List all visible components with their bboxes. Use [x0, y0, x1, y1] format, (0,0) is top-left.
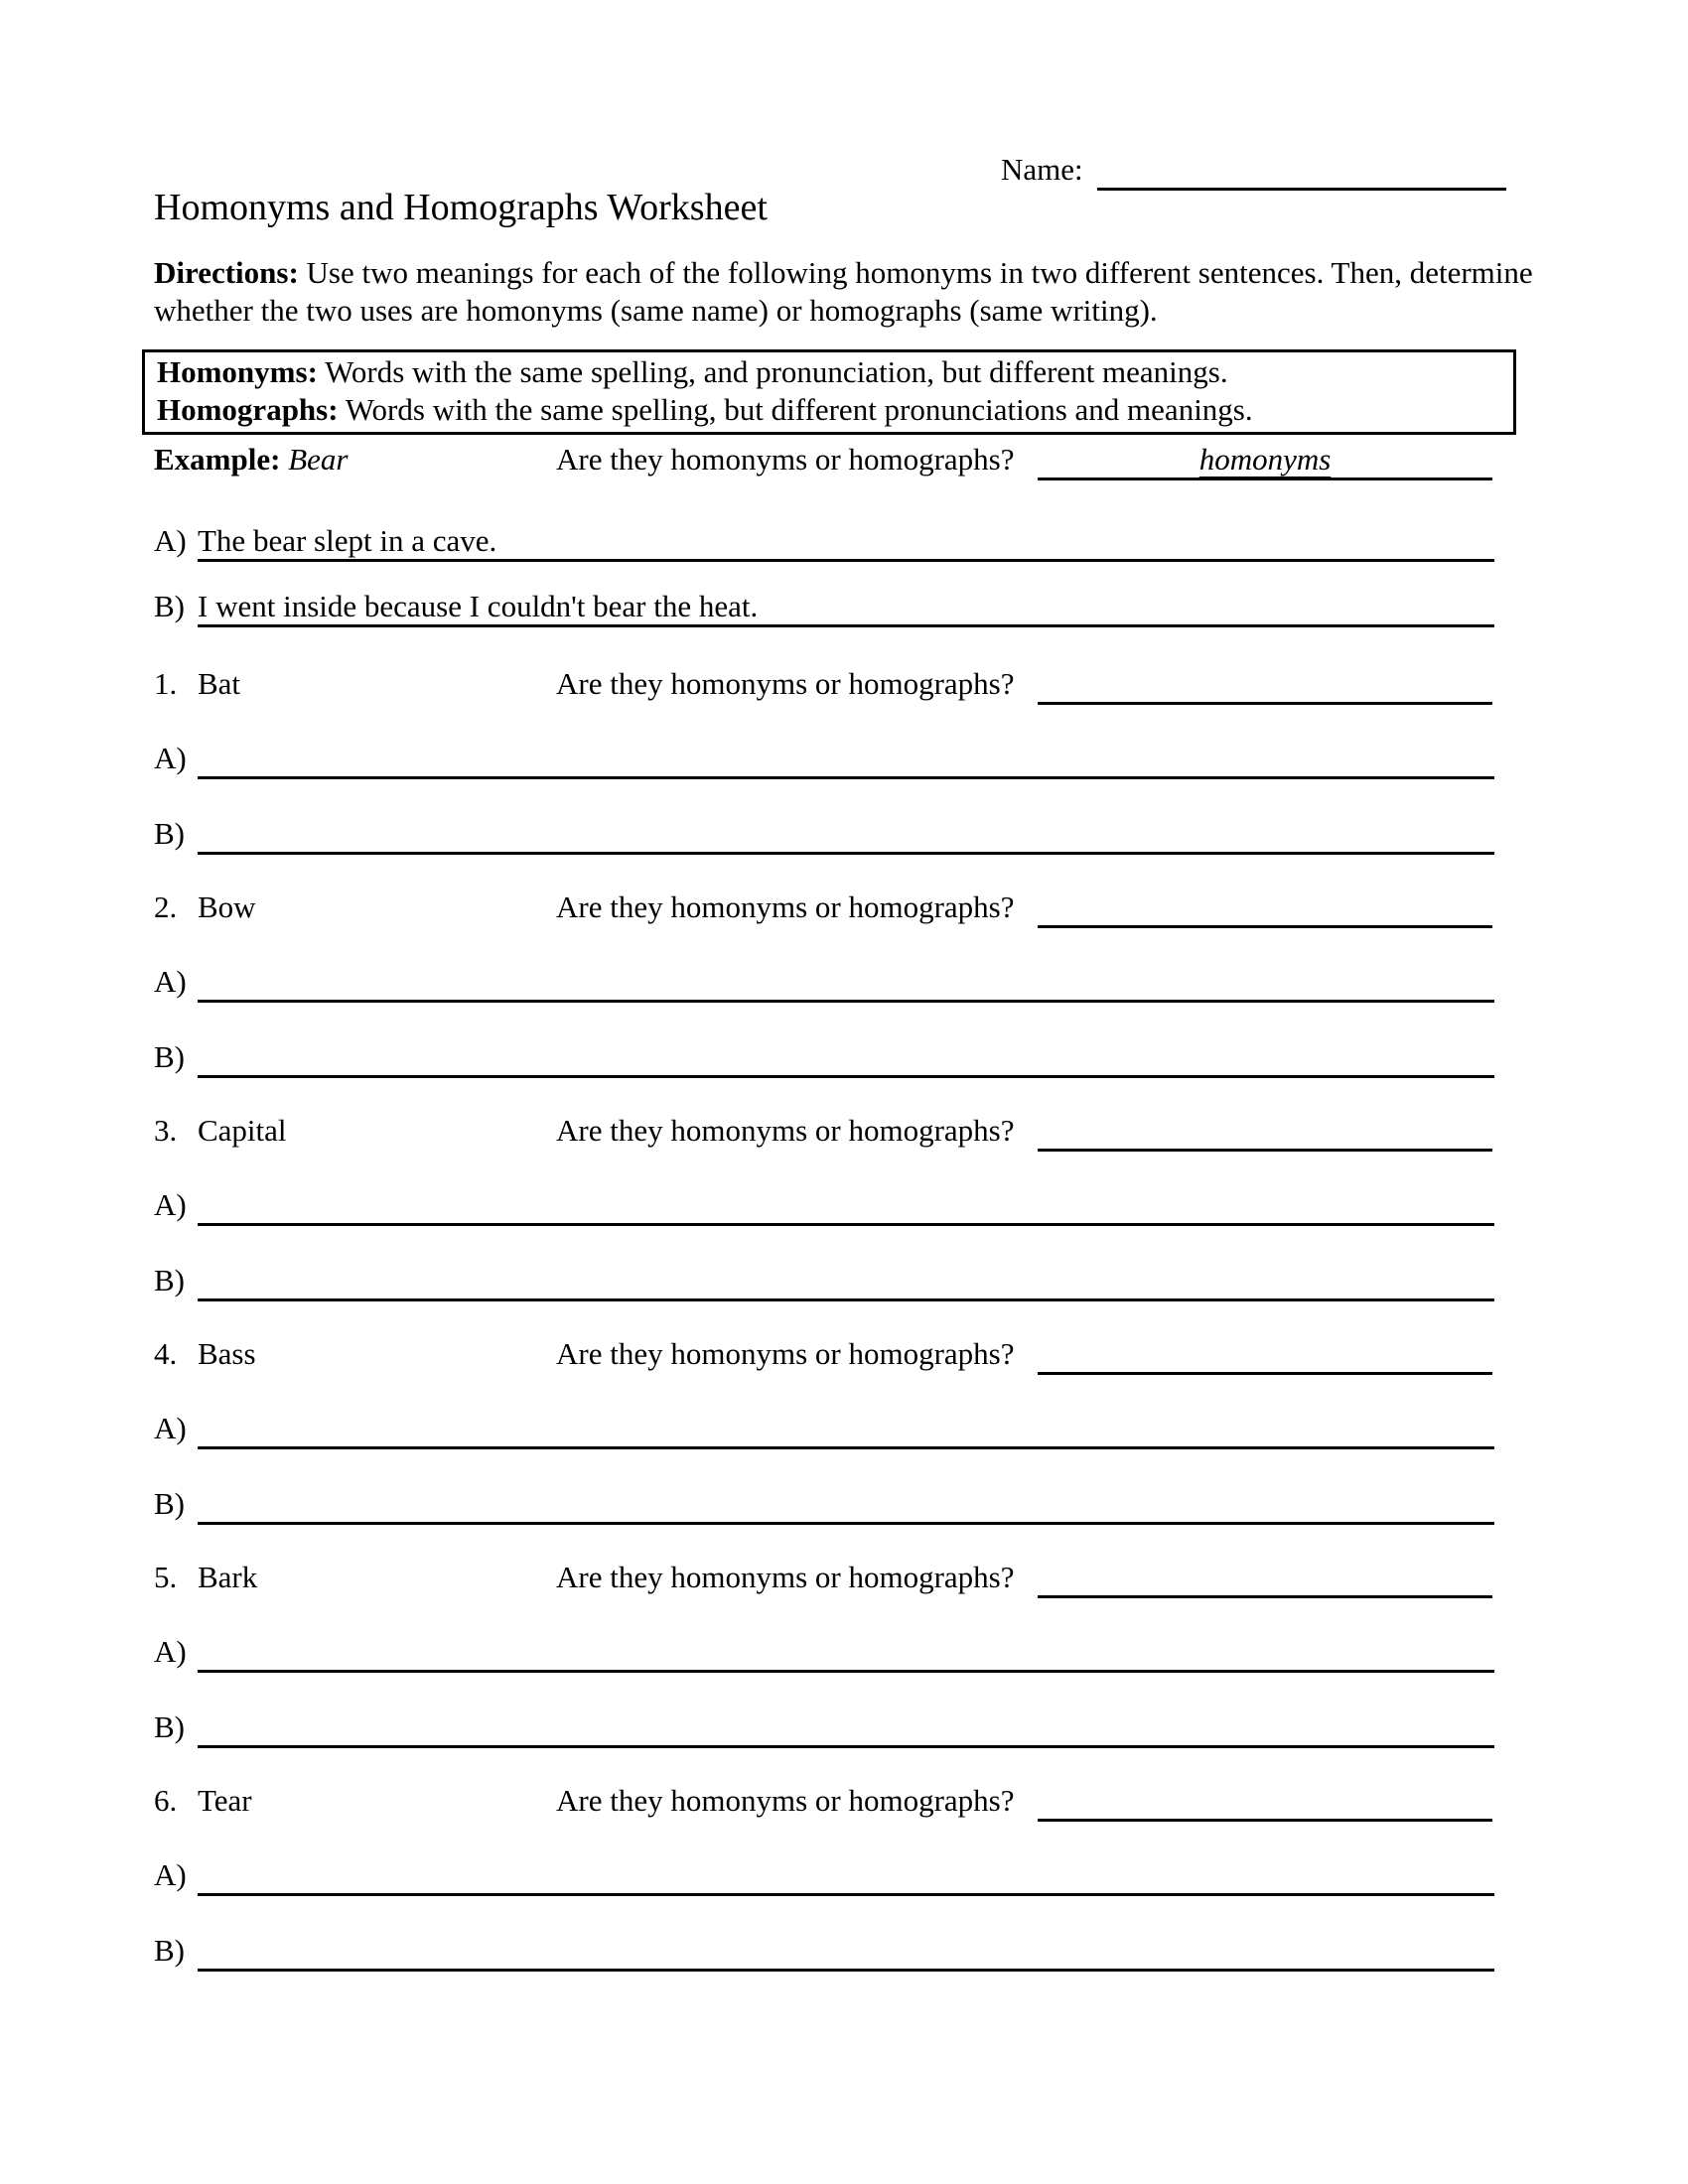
question-block	[154, 1780, 1494, 1979]
answer-line[interactable]	[762, 586, 1494, 627]
sentence-b-text: I went inside because I couldn't bear the heat.	[198, 586, 762, 627]
answer-b-label: B)	[154, 1039, 185, 1074]
question-prompt: Are they homonyms or homographs?	[556, 666, 1015, 701]
answer-b-label: B)	[154, 816, 185, 851]
question-number: 5.	[154, 1560, 178, 1594]
answer-a-row	[154, 738, 1494, 779]
question-block	[154, 1557, 1494, 1755]
definition-homographs	[157, 391, 1501, 429]
question-answer-blank[interactable]	[1038, 1780, 1492, 1822]
answer-b-row	[154, 1930, 1494, 1972]
question-block	[154, 1110, 1494, 1308]
answer-b-row	[154, 1483, 1494, 1525]
answer-line[interactable]	[198, 1706, 1494, 1748]
question-row	[154, 1110, 1494, 1152]
answer-line[interactable]	[198, 1260, 1494, 1301]
question-row	[154, 1557, 1494, 1598]
answer-a-label: A)	[154, 741, 187, 775]
question-row	[154, 663, 1494, 705]
question-row	[154, 887, 1494, 928]
answer-line[interactable]	[198, 1036, 1494, 1078]
definition-text: Words with the same spelling, but different pronunciations and meanings.	[345, 392, 1253, 427]
answer-line[interactable]	[198, 738, 1494, 779]
answer-a-row	[154, 1408, 1494, 1449]
answer-line[interactable]	[198, 961, 1494, 1003]
question-number: 4.	[154, 1336, 178, 1371]
answer-b-row	[154, 1036, 1494, 1078]
example-word: Bear	[288, 442, 349, 477]
answer-line[interactable]	[198, 1631, 1494, 1673]
question-number: 1.	[154, 666, 178, 701]
example-sentence-a-row	[154, 520, 1494, 562]
example-sentence-b-row	[154, 586, 1494, 627]
answer-a-label: A)	[154, 1187, 187, 1222]
question-prompt: Are they homonyms or homographs?	[556, 1336, 1015, 1371]
question-number: 6.	[154, 1783, 178, 1818]
question-number: 3.	[154, 1113, 178, 1148]
question-prompt: Are they homonyms or homographs?	[556, 1113, 1015, 1148]
page-title: Homonyms and Homographs Worksheet	[154, 187, 768, 228]
answer-b-row	[154, 1706, 1494, 1748]
question-row	[154, 1780, 1494, 1822]
example-row	[154, 439, 1494, 480]
name-row	[1001, 149, 1537, 191]
answer-a-row	[154, 1184, 1494, 1226]
directions	[154, 254, 1544, 330]
question-answer-blank[interactable]	[1038, 1557, 1492, 1598]
answer-a-label: A)	[154, 964, 187, 999]
answer-line[interactable]	[198, 1184, 1494, 1226]
question-prompt: Are they homonyms or homographs?	[556, 1560, 1015, 1594]
sentence-a-text: The bear slept in a cave.	[198, 520, 500, 562]
directions-text: Use two meanings for each of the following homonyms in two different sentences. Then, determine whether the two uses are homonyms (same name) or homographs (same writing).	[154, 255, 1533, 328]
answer-b-label: B)	[154, 1263, 185, 1297]
answer-line[interactable]	[500, 520, 1494, 562]
name-label: Name:	[1001, 152, 1083, 187]
definition-text: Words with the same spelling, and pronunciation, but different meanings.	[325, 354, 1228, 389]
question-word: Bow	[198, 889, 256, 924]
answer-a-row	[154, 1631, 1494, 1673]
example-answer-text: homonyms	[1198, 442, 1332, 477]
answer-line[interactable]	[198, 813, 1494, 855]
question-block	[154, 663, 1494, 862]
question-answer-blank[interactable]	[1038, 1110, 1492, 1152]
question-word: Bat	[198, 666, 241, 701]
answer-b-row	[154, 813, 1494, 855]
answer-a-label: A)	[154, 1857, 187, 1892]
definition-homonyms	[157, 353, 1501, 391]
answer-b-label: B)	[154, 1709, 185, 1744]
question-word: Capital	[198, 1113, 287, 1148]
definition-term: Homographs:	[157, 392, 339, 427]
answer-a-label: A)	[154, 1634, 187, 1669]
question-row	[154, 1333, 1494, 1375]
question-block	[154, 1333, 1494, 1532]
answer-b-row	[154, 1260, 1494, 1301]
name-blank[interactable]	[1097, 149, 1506, 191]
answer-b-label: B)	[154, 1933, 185, 1968]
question-prompt: Are they homonyms or homographs?	[556, 889, 1015, 924]
answer-line[interactable]	[198, 1483, 1494, 1525]
answer-a-label: A)	[154, 1411, 187, 1445]
answer-a-row	[154, 961, 1494, 1003]
question-word: Bark	[198, 1560, 258, 1594]
sentence-b-label: B)	[154, 589, 185, 623]
answer-line[interactable]	[198, 1930, 1494, 1972]
answer-line[interactable]	[198, 1854, 1494, 1896]
question-answer-blank[interactable]	[1038, 663, 1492, 705]
question-answer-blank[interactable]	[1038, 1333, 1492, 1375]
question-word: Bass	[198, 1336, 256, 1371]
question-word: Tear	[198, 1783, 252, 1818]
answer-line[interactable]	[198, 1408, 1494, 1449]
example-answer-blank[interactable]	[1038, 439, 1492, 480]
sentence-a-label: A)	[154, 523, 187, 558]
question-answer-blank[interactable]	[1038, 887, 1492, 928]
definition-term: Homonyms:	[157, 354, 318, 389]
example-label: Example:	[154, 442, 281, 477]
question-prompt: Are they homonyms or homographs?	[556, 442, 1015, 477]
definitions-box	[142, 349, 1516, 435]
question-block	[154, 887, 1494, 1085]
example-label-group	[154, 439, 348, 480]
directions-label: Directions:	[154, 255, 299, 290]
answer-b-label: B)	[154, 1486, 185, 1521]
answer-a-row	[154, 1854, 1494, 1896]
question-prompt: Are they homonyms or homographs?	[556, 1783, 1015, 1818]
question-number: 2.	[154, 889, 178, 924]
